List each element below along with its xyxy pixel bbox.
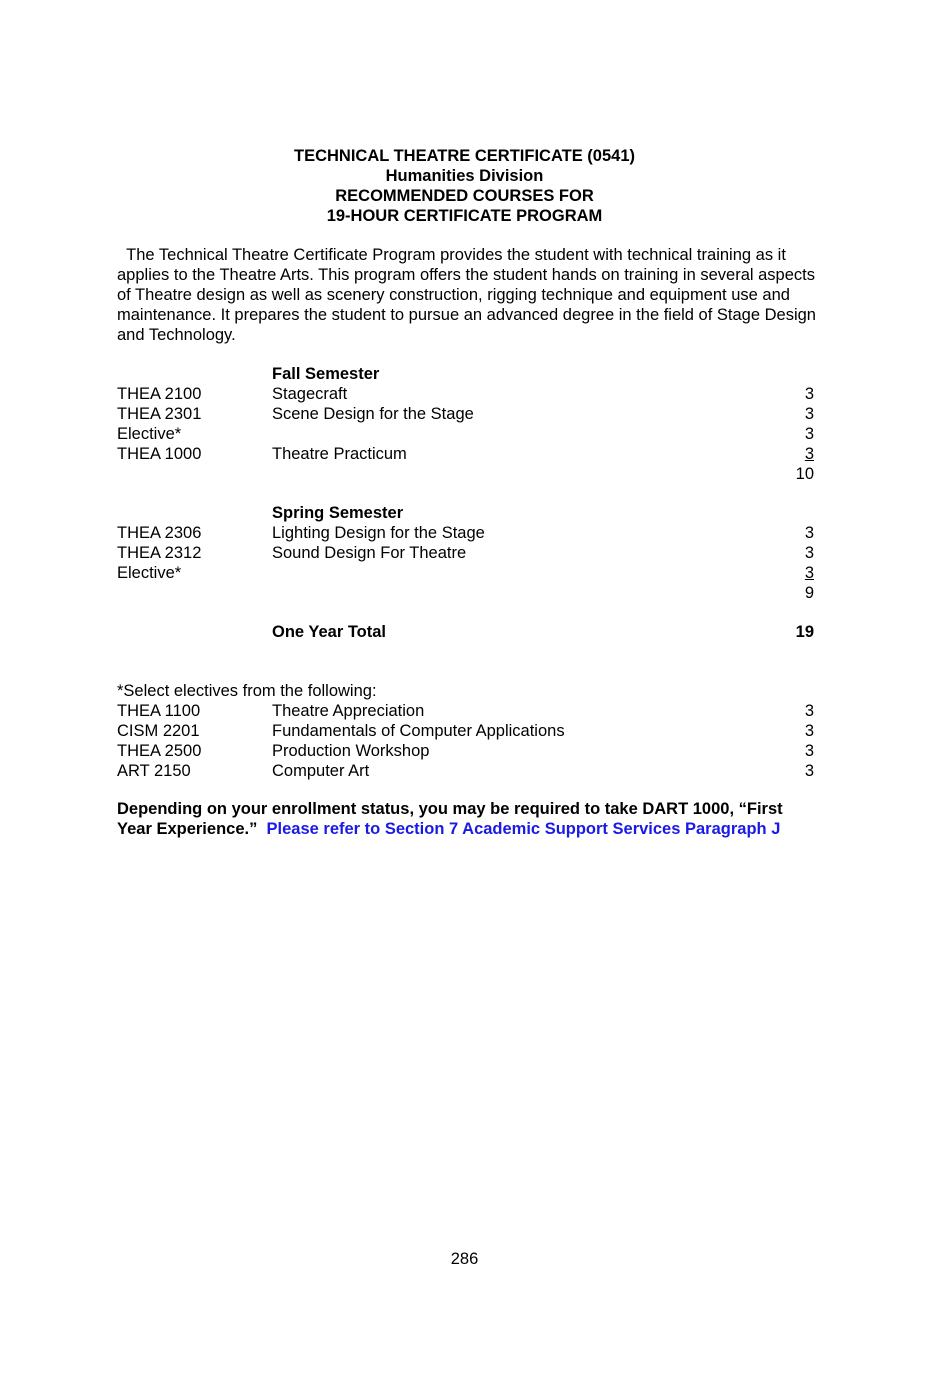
course-title: Lighting Design for the Stage [272,524,485,542]
recommended-courses-heading: RECOMMENDED COURSES FOR [335,187,594,205]
course-code: THEA 2301 [117,405,202,423]
course-hours: 3 [804,742,814,760]
course-hours: 3 [804,405,814,423]
program-hours-heading: 19-HOUR CERTIFICATE PROGRAM [326,207,603,225]
year-total-label: One Year Total [272,623,387,641]
document-header [0,146,929,226]
course-code: ART 2150 [117,762,191,780]
elective-row [117,761,814,781]
course-code: THEA 2500 [117,742,202,760]
year-total-row [117,622,814,642]
course-row [117,424,814,444]
course-row [117,563,814,583]
course-title: Theatre Appreciation [272,702,425,720]
course-code: Elective* [117,425,182,443]
course-title: Computer Art [272,762,370,780]
course-title: Fundamentals of Computer Applications [272,722,565,740]
page-number: 286 [450,1250,479,1268]
course-hours: 3 [804,544,814,562]
year-total-hours: 19 [795,623,814,641]
course-code: THEA 2312 [117,544,202,562]
fall-semester-heading: Fall Semester [272,365,380,383]
course-row [117,444,814,464]
course-hours: 3 [804,385,814,403]
course-title: Sound Design For Theatre [272,544,467,562]
course-title: Theatre Practicum [272,445,407,463]
enrollment-note-text: Depending on your enrollment status, you may be required to take DART 1000, “First Year Experience.” [117,800,787,838]
program-description: The Technical Theatre Certificate Program provides the student with technical training as it applies to the Theatre Arts. This program offers the student hands on training in several aspects of Theatre design as well as scenery construction, rigging technique and equipment use and maintenance. It prepares the student to pursue an advanced degree in the field of Stage Design and Technology. [117,246,821,344]
electives-intro-row [117,681,814,701]
fall-semester-heading-row [117,364,814,384]
course-title: Scene Design for the Stage [272,405,474,423]
course-hours: 3 [804,564,814,582]
elective-row [117,701,814,721]
fall-total-row [117,464,814,484]
course-title: Production Workshop [272,742,430,760]
course-row [117,384,814,404]
course-code: THEA 1000 [117,445,202,463]
division-name: Humanities Division [385,167,544,185]
elective-row [117,741,814,761]
course-hours: 3 [804,702,814,720]
fall-total-hours: 10 [795,465,814,483]
section-reference-link[interactable]: Please refer to Section 7 Academic Support Services Paragraph J [266,820,781,838]
certificate-title: TECHNICAL THEATRE CERTIFICATE (0541) [293,147,636,165]
spring-total-row [117,583,814,603]
course-code: Elective* [117,564,182,582]
course-code: THEA 1100 [117,702,201,720]
electives-intro: *Select electives from the following: [117,682,377,700]
course-code: CISM 2201 [117,722,200,740]
course-title: Stagecraft [272,385,348,403]
course-hours: 3 [804,762,814,780]
course-hours: 3 [804,425,814,443]
course-row [117,523,814,543]
spring-semester-heading-row [117,503,814,523]
elective-row [117,721,814,741]
course-hours: 3 [804,445,814,463]
course-row [117,404,814,424]
course-code: THEA 2306 [117,524,202,542]
spring-total-hours: 9 [804,584,814,602]
enrollment-note [117,799,817,839]
course-hours: 3 [804,524,814,542]
course-code: THEA 2100 [117,385,202,403]
course-hours: 3 [804,722,814,740]
course-row [117,543,814,563]
spring-semester-heading: Spring Semester [272,504,404,522]
